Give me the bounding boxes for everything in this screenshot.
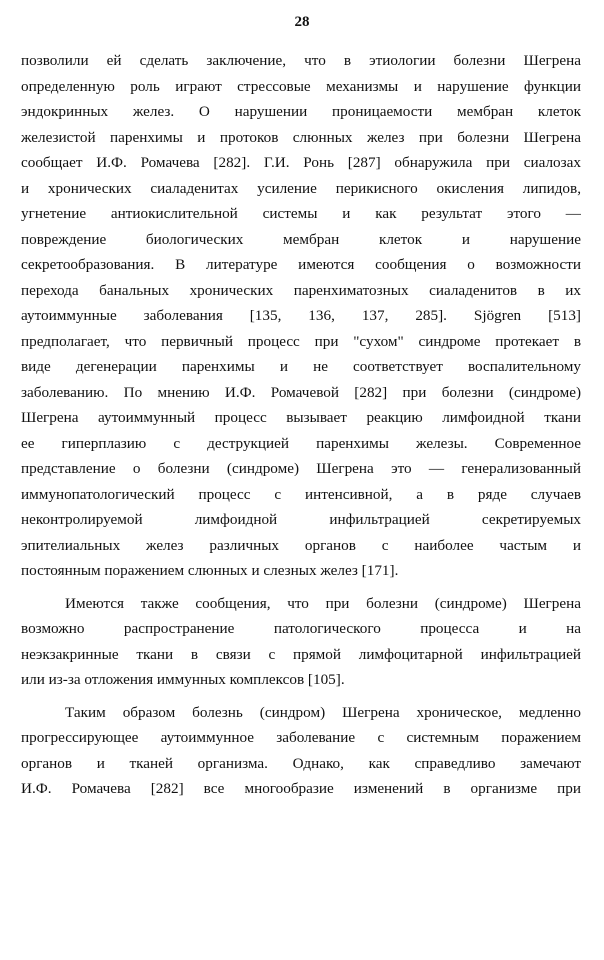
text-line: И.Ф. Ромачева [282] все многообразие изменений в организме при (21, 780, 581, 797)
text-line: Таким образом болезнь (синдром) Шегрена хроническое, медленно (65, 703, 581, 721)
text-line: прогрессирующее аутоиммунное заболевание с системным поражением (21, 729, 581, 746)
text-line: железистой паренхимы и протоков слюнных желез при болезни Шегрена (21, 128, 581, 146)
text-line: эпителиальных желез различных органов с наиболее частым и (21, 536, 581, 554)
text-line: неэкзакринные ткани в связи с прямой лимфоцитарной инфильтрацией (21, 645, 581, 663)
text-line: возможно распространение патологического процесса и на (21, 620, 581, 637)
text-line: предполагает, что первичный процесс при "сухом" синдроме протекает в (21, 332, 581, 350)
paragraph (21, 700, 581, 802)
text-line: секретообразования. В литературе имеются сообщения о возможности (21, 256, 581, 273)
body-text (21, 48, 581, 802)
paragraph-gap (21, 693, 581, 700)
text-line: или из-за отложения иммунных комплексов [105]. (21, 671, 345, 688)
text-line: сообщает И.Ф. Ромачева [282]. Г.И. Ронь [287] обнаружила при сиалозах (21, 154, 581, 171)
text-line: органов и тканей организма. Однако, как справедливо замечают (21, 754, 581, 772)
page-number: 28 (294, 14, 310, 30)
text-line: аутоиммунные заболевания [135, 136, 137, 285]. Sjögren [513] (21, 307, 581, 324)
text-line: представление о болезни (синдроме) Шегрена это — генерализованный (21, 460, 581, 477)
text-line: неконтролируемой лимфоидной инфильтрацией секретируемых (21, 511, 581, 528)
paragraph (21, 48, 581, 584)
text-line: и хронических сиаладенитах усиление перикисного окисления липидов, (21, 179, 581, 197)
text-line: постоянным поражением слюнных и слезных желез [171]. (21, 562, 399, 579)
text-line: эндокринных желез. О нарушении проницаемости мембран клеток (21, 103, 581, 120)
text-line: угнетение антиокислительной системы и как результат этого — (21, 205, 581, 222)
text-line: ее гиперплазию с деструкцией паренхимы железы. Современное (21, 434, 581, 452)
text-line: повреждение биологических мембран клеток и нарушение (21, 230, 581, 248)
text-line: заболеванию. По мнению И.Ф. Ромачевой [282] при болезни (синдроме) (21, 383, 581, 401)
text-line: Шегрена аутоиммунный процесс вызывает реакцию лимфоидной ткани (21, 409, 581, 426)
text-line: перехода банальных хронических паренхиматозных сиаладенитов в их (21, 281, 581, 299)
text-line: позволили ей сделать заключение, что в этиологии болезни Шегрена (21, 52, 581, 69)
text-line: определенную роль играют стрессовые механизмы и нарушение функции (21, 77, 581, 95)
paragraph-gap (21, 584, 581, 591)
text-line: Имеются также сообщения, что при болезни (синдроме) Шегрена (65, 594, 581, 612)
text-line: иммунопатологический процесс с интенсивной, а в ряде случаев (21, 485, 581, 503)
paragraph (21, 591, 581, 693)
text-line: виде дегенерации паренхимы и не соответствует воспалительному (21, 358, 581, 375)
